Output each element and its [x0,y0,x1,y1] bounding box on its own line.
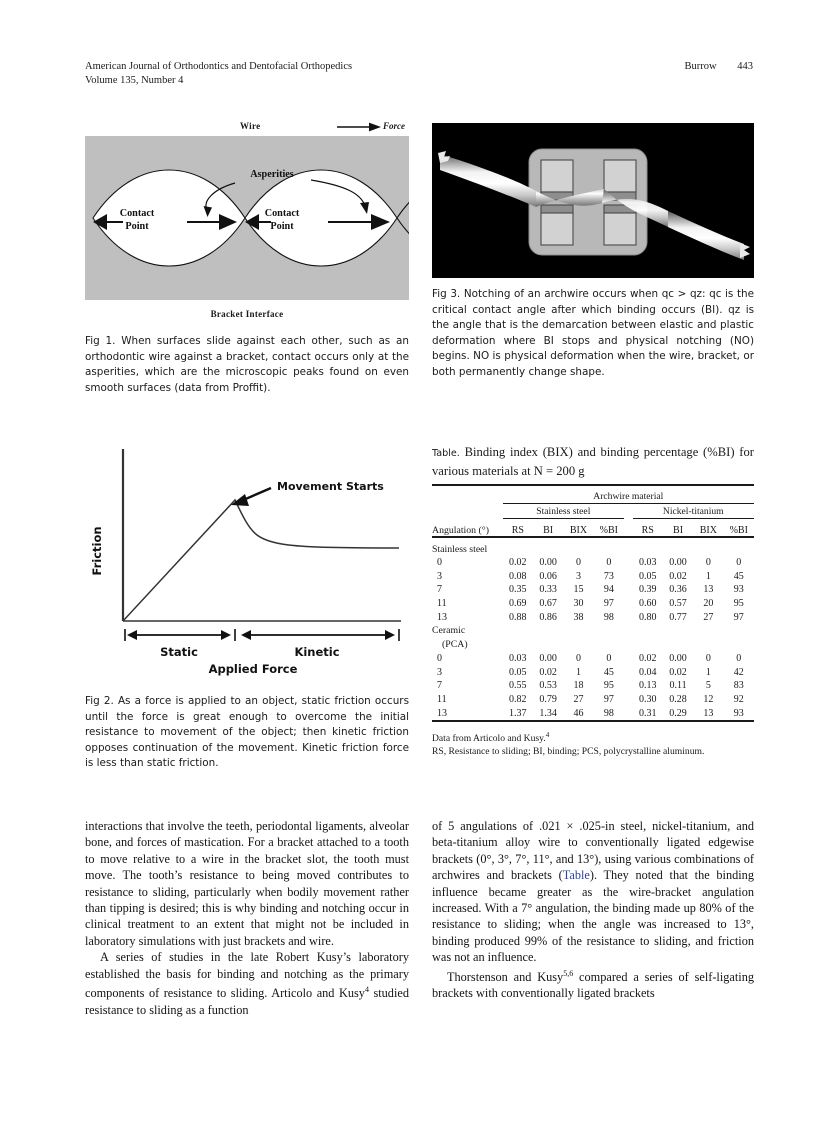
cell-angulation: 13 [437,707,447,719]
cell-value: 15 [573,584,584,596]
cell-value: 0.28 [669,694,687,706]
wire-label: Wire [240,121,261,131]
cell-value: 1.34 [539,707,557,719]
cell-angulation: 0 [437,557,442,569]
cell-value: 13 [703,707,714,719]
cell-angulation: 0 [437,653,442,665]
body-paragraph [85,949,409,1018]
col-header-ss-pbi: %BI [599,525,618,536]
span-label-stainless-steel: Stainless steel [503,506,624,519]
cell-value: 0.00 [669,653,687,665]
cell-angulation: 7 [437,584,442,596]
table-row [432,706,754,721]
cell-value: 0.02 [638,653,657,665]
cell-angulation: 3 [437,570,442,582]
cell-value: 98 [603,707,614,719]
movement-starts-label: Movement Starts [277,480,384,493]
running-head-journal [85,60,352,87]
cell-value: 0.02 [539,666,557,678]
table-title [432,444,754,479]
cell-value: 0.69 [509,598,527,610]
cell-value: 0.05 [509,666,527,678]
cell-value: 0.86 [539,611,557,623]
cell-value: 0.53 [539,680,557,692]
force-arrow-group [335,120,410,134]
cell-value: 0 [736,653,742,665]
cell-value: 0.80 [638,611,657,623]
span-label-nickel-titanium: Nickel-titanium [633,506,754,519]
cell-value: 45 [733,570,744,582]
cell-angulation: 3 [437,666,442,678]
cell-value: 0.02 [509,557,527,569]
table-row [432,679,754,693]
figure-1-diagram [85,136,409,300]
cell-angulation: 7 [437,680,442,692]
col-header-niti-bi: BI [673,525,684,536]
cell-value: 13 [703,584,714,596]
table-label: Table. [432,448,460,459]
table-row [432,570,754,584]
cell-value: 0.57 [669,598,687,610]
cell-value: 20 [703,598,714,610]
body-column-right [432,818,754,1002]
cell-value: 0.29 [669,707,687,719]
figure-1-caption: Fig 1. When surfaces slide against each other, such as an orthodontic wire against a bracket, contact occurs only at the asperities, which are the microscopic peaks found on even smooth surfaces (data from Proffit). [85,335,409,394]
cell-value: 0 [575,557,581,569]
cell-value: 0.00 [539,557,557,569]
region-markers [125,629,399,641]
col-header-ss-bix: BIX [569,525,588,536]
table-note-source-text: Data from Articolo and Kusy. [432,733,546,745]
friction-curve [123,500,399,621]
cell-value: 0.08 [509,570,527,582]
asperities-label: Asperities [250,169,294,180]
cell-value: 97 [733,611,744,623]
cell-value: 94 [603,584,614,596]
table-row [432,556,754,570]
running-head-author-page [685,60,753,74]
figure-1-top-labels [85,120,409,136]
cell-value: 0.60 [638,598,657,610]
cell-value: 93 [733,584,744,596]
col-header-angulation: Angulation (°) [432,525,489,536]
table-column-headers [432,519,754,537]
cell-value: 0.05 [638,570,657,582]
cell-value: 0.13 [638,680,657,692]
body-text-run: A series of studies in the late Robert Kusy’s laboratory established the basis for binding and notching as the primary components of resistance to sliding. Articolo and Kusy [85,950,409,1001]
cell-value: 45 [603,666,614,678]
col-header-niti-pbi: %BI [729,525,748,536]
svg-text:Contact: Contact [264,208,300,219]
cell-value: 95 [603,680,614,692]
cell-value: 0.36 [669,584,687,596]
col-header-niti-rs: RS [641,525,654,536]
cell-value: 0 [736,557,742,569]
table-note-abbreviations: RS, Resistance to sliding; BI, binding; PCS, polycrystalline aluminum. [432,746,705,758]
cell-value: 0.55 [509,680,527,692]
col-header-ss-bi: BI [543,525,554,536]
citation-ref: 5,6 [563,968,574,978]
figure-1 [85,120,409,319]
cell-value: 30 [573,598,584,610]
figure-3-caption: Fig 3. Notching of an archwire occurs when qᴄ > qᴢ: qᴄ is the critical contact angle after which binding occurs (BI). qᴢ is the angle that is the demarcation between elastic and plastic deformation where BI stops and physical notching (NO) begins. NO is physical deformation when the wire, bracket, or both permanently change shape. [432,288,754,378]
body-paragraph [432,966,754,1002]
cell-value: 0.82 [509,694,527,706]
cell-value: 83 [733,680,744,692]
cell-value: 98 [603,611,614,623]
table-group-heading [432,542,754,556]
span-label-archwire-material: Archwire material [503,491,754,504]
cell-value: 1 [705,666,711,678]
col-header-ss-rs: RS [511,525,524,536]
table-cross-reference-link[interactable]: Table [562,868,590,883]
table-group-heading [432,624,754,638]
y-axis-label: Friction [90,526,104,576]
cell-value: 97 [603,694,614,706]
table-row [432,666,754,680]
body-text-run: ). They noted that the binding influence became greater as the wire-bracket angulation increased. With a 7° angulation, the binding made up 80% of the resistance to sliding; when the angle was increased to 13°, binding produced 99% of the resistance to sliding, and friction was not an influence. [432,868,754,965]
table-row [432,610,754,624]
cell-value: 46 [573,707,584,719]
cell-value: 0.03 [509,653,527,665]
body-column-left [85,818,409,1018]
group-label-ceramic: Ceramic [432,625,466,637]
cell-value: 0.33 [539,584,557,596]
cell-value: 0.00 [539,653,557,665]
table-row [432,693,754,707]
journal-title-line: American Journal of Orthodontics and Dentofacial Orthopedics [85,61,353,72]
page-number: 443 [737,61,753,72]
cell-value: 12 [703,694,714,706]
cell-value: 5 [705,680,711,692]
cell-angulation: 11 [437,694,447,706]
body-text-run: of 5 angulations of .021 × .025-in steel, nickel-titanium, and beta-titanium alloy wire to conventionally ligated edgewise brackets (0°, 3°, 7°, 11°, and 13°), using various combinations of archwires and brackets ( [432,819,754,883]
cell-angulation: 13 [437,611,447,623]
table-group-subheading [432,638,754,652]
table-footnotes [432,729,754,758]
cell-value: 73 [603,570,614,582]
cell-value: 42 [733,666,744,678]
table-bottom-rule [432,721,754,726]
cell-value: 92 [733,694,744,706]
svg-text:Point: Point [125,221,149,232]
table-note-source [432,729,754,745]
table-row [432,597,754,611]
body-paragraph [432,818,754,966]
cell-value: 0.02 [669,666,687,678]
x-axis-label: Applied Force [208,662,298,676]
cell-value: 27 [703,611,714,623]
static-region-label: Static [160,645,198,659]
table-note-source-ref: 4 [545,730,550,739]
binding-index-table [432,444,754,758]
cell-value: 0.30 [638,694,657,706]
group-label-stainless-steel: Stainless steel [432,543,488,555]
cell-value: 0.04 [638,666,657,678]
notched-archwire-photo [432,123,754,278]
cell-value: 0.00 [669,557,687,569]
cell-value: 93 [733,707,744,719]
cell-value: 0 [575,653,581,665]
cell-value: 0.35 [509,584,527,596]
cell-value: 27 [573,694,584,706]
cell-value: 1 [705,570,711,582]
body-text-run: compared a series of self-ligating brackets with conventionally ligated brackets [432,969,754,1001]
figure-2-chart [85,443,409,678]
bracket-interface-label: Bracket Interface [210,309,284,319]
cell-value: 0.31 [638,707,657,719]
cell-value: 0.11 [669,680,687,692]
journal-volume-line: Volume 135, Number 4 [85,74,184,86]
body-paragraph: interactions that involve the teeth, periodontal ligaments, alveolar bone, and forces of mastication. For a bracket attached to a tooth to move relative to a wire in the bracket slot, the tooth must move. The tooth’s resistance to being moved contributes to resistance to sliding, particularly when bodily movement rather than tipping is desired; this is why binding and notching occur in clinical treatment to an extent that might not be included in laboratory simulations with just brackets and wire. [85,819,409,948]
movement-starts-annotation [231,480,384,506]
cell-value: 0.88 [509,611,527,623]
running-head-author: Burrow [684,61,717,72]
cell-value: 1.37 [509,707,527,719]
table-title-text: Binding index (BIX) and binding percentage (%BI) for various materials at N = 200 g [432,445,754,478]
force-label: Force [383,121,405,131]
kinetic-region-label: Kinetic [294,645,340,659]
cell-value: 0.67 [539,598,557,610]
running-head [85,60,753,87]
svg-text:Contact: Contact [119,208,155,219]
cell-value: 0 [705,557,711,569]
table-row [432,583,754,597]
figure-2-caption: Fig 2. As a force is applied to an object, static friction occurs until the force is great enough to overcome the initial resistance to movement of the object; then kinetic friction opposes continuation of the movement. Kinetic friction force is less than static friction. [85,695,409,770]
body-text-run: Thorstenson and Kusy [447,969,564,984]
cell-value: 0.02 [669,570,687,582]
table-row [432,652,754,666]
friction-vs-force-plot [85,443,409,678]
cell-value: 0.06 [539,570,557,582]
col-header-niti-bix: BIX [699,525,717,536]
cell-value: 97 [603,598,614,610]
asperities-diagram [85,136,409,300]
cell-value: 0.39 [638,584,657,596]
cell-value: 0 [606,653,612,665]
table-grid [432,484,754,726]
cell-value: 95 [733,598,744,610]
cell-value: 1 [575,666,581,678]
group-sublabel-pca: (PCA) [442,639,468,651]
cell-value: 0.79 [539,694,557,706]
cell-value: 0 [705,653,711,665]
table-span-material-groups [432,504,754,519]
svg-text:Point: Point [270,221,294,232]
cell-value: 0.03 [638,557,657,569]
citation-ref: 4 [364,985,369,995]
cell-value: 0.77 [669,611,687,623]
cell-value: 18 [573,680,584,692]
cell-value: 3 [575,570,581,582]
body-text-run: studied resistance to sliding as a function [85,986,409,1017]
table-span-archwire-material [432,489,754,504]
cell-value: 0 [606,557,612,569]
figure-3-image [432,123,754,278]
cell-angulation: 11 [437,598,447,610]
cell-value: 38 [573,611,584,623]
